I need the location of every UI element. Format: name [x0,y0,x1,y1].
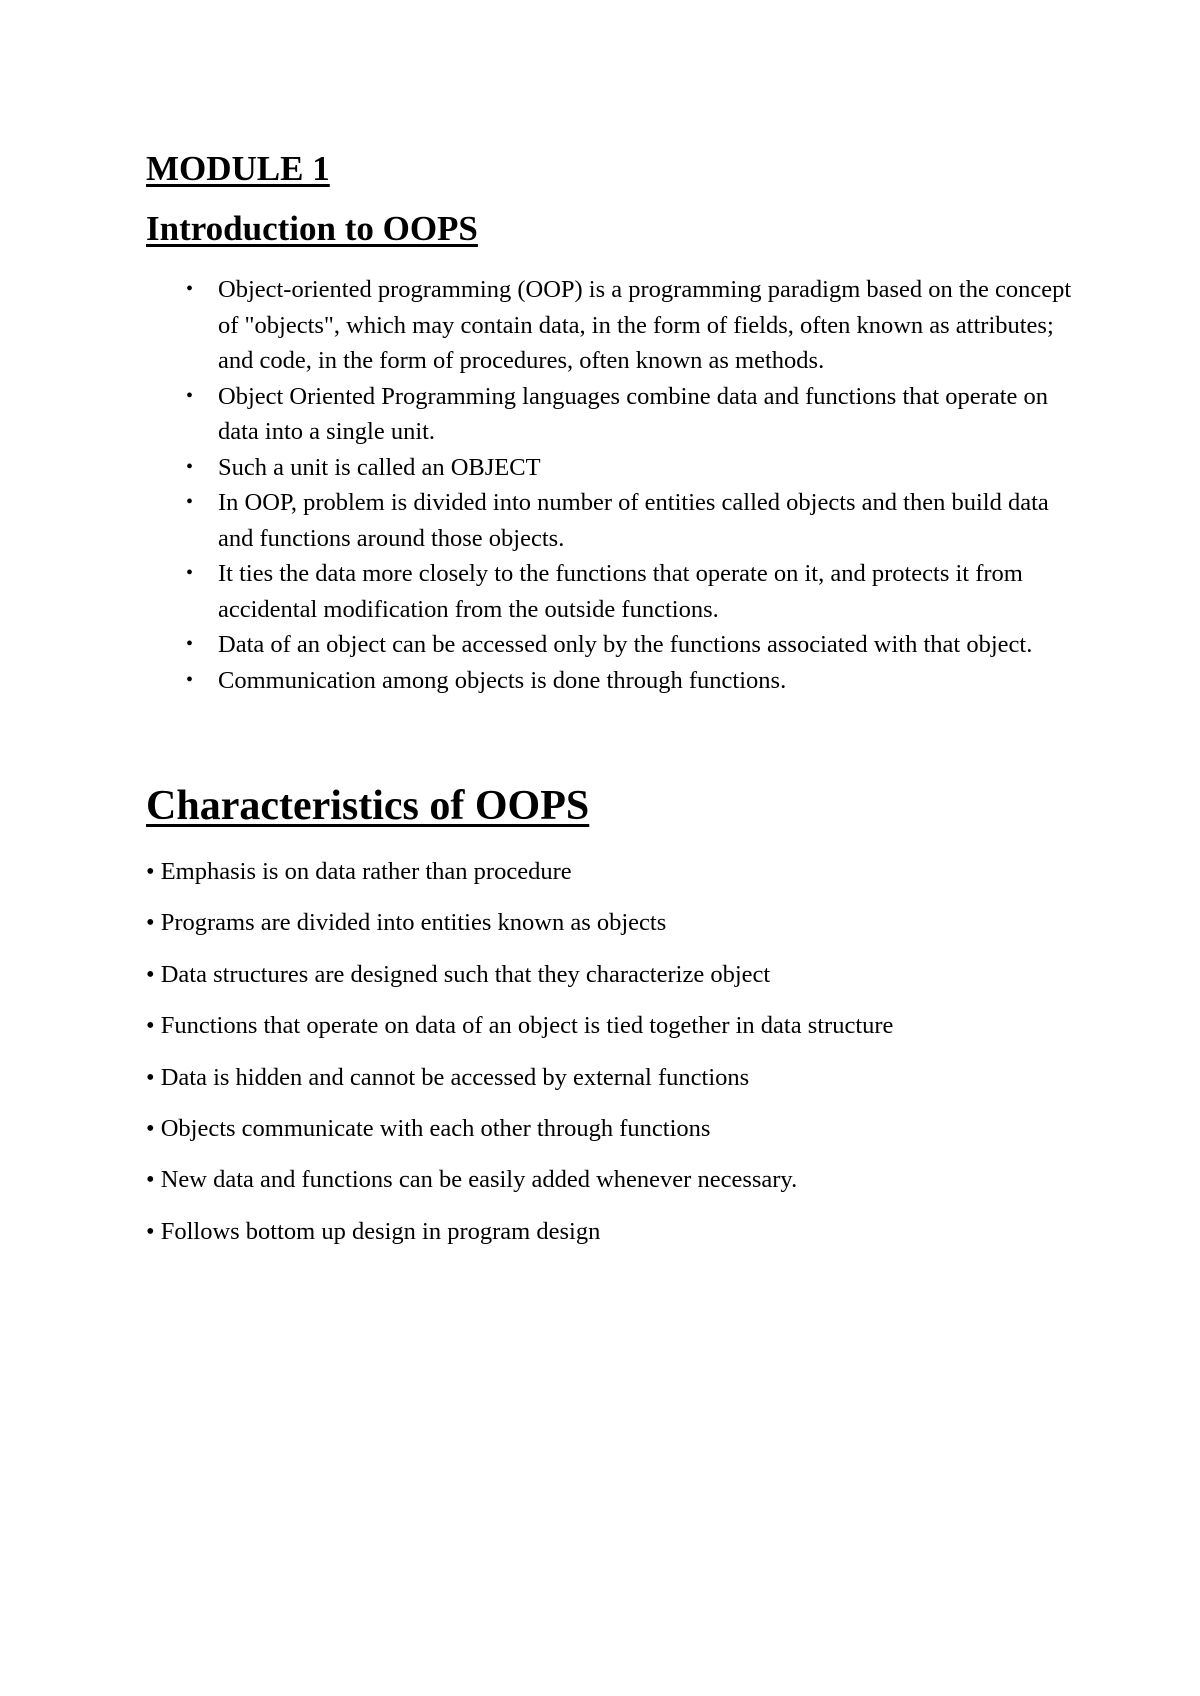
intro-list-item [146,485,1076,556]
characteristics-list-item: • New data and functions can be easily added whenever necessary. [146,1166,798,1194]
bullet-icon: • [186,562,194,584]
bullet-icon: • [186,491,194,513]
intro-item-text: In OOP, problem is divided into number of entities called objects and then build data and functions around those objects. [218,489,1049,552]
intro-list [146,272,1076,698]
document-content [146,146,1076,1257]
characteristics-list-item: • Follows bottom up design in program design [146,1217,601,1245]
intro-list-item [146,450,1076,486]
bullet-icon: • [186,384,194,407]
bullet-icon: • [186,633,194,655]
bullet-icon: • [186,668,194,691]
intro-list-item [146,556,1076,627]
intro-heading: Introduction to OOPS [146,209,478,248]
intro-list-item [146,627,1076,663]
bullet-icon: • [186,455,194,478]
intro-item-text: Communication among objects is done through functions. [218,666,787,694]
intro-item-text: Object-oriented programming (OOP) is a programming paradigm based on the concept of "objects", which may contain data, in the form of fields, often known as attributes; and code, in the form of procedures, often known as methods. [218,276,1072,374]
intro-item-text: Such a unit is called an OBJECT [218,453,541,481]
characteristics-list-item: • Objects communicate with each other through functions [146,1115,711,1143]
intro-item-text: Data of an object can be accessed only by the functions associated with that object. [218,631,1033,658]
characteristics-list-item: • Data structures are designed such that they characterize object [146,960,771,988]
intro-list-item [146,663,1076,699]
characteristics-list [146,846,1076,1257]
characteristics-list-item: • Functions that operate on data of an object is tied together in data structure [146,1012,894,1040]
characteristics-heading: Characteristics of OOPS [146,783,590,829]
characteristics-list-item: • Emphasis is on data rather than procedure [146,858,572,885]
bullet-icon: • [186,278,194,300]
intro-item-text: It ties the data more closely to the functions that operate on it, and protects it from accidental modification from the outside functions. [218,560,1023,623]
intro-item-text: Object Oriented Programming languages combine data and functions that operate on data into a single unit. [218,382,1049,445]
characteristics-list-item: • Programs are divided into entities known as objects [146,909,667,937]
module-title: MODULE 1 [146,149,330,188]
intro-list-item [146,379,1076,450]
characteristics-list-item: • Data is hidden and cannot be accessed by external functions [146,1063,750,1091]
intro-list-item [146,272,1076,379]
